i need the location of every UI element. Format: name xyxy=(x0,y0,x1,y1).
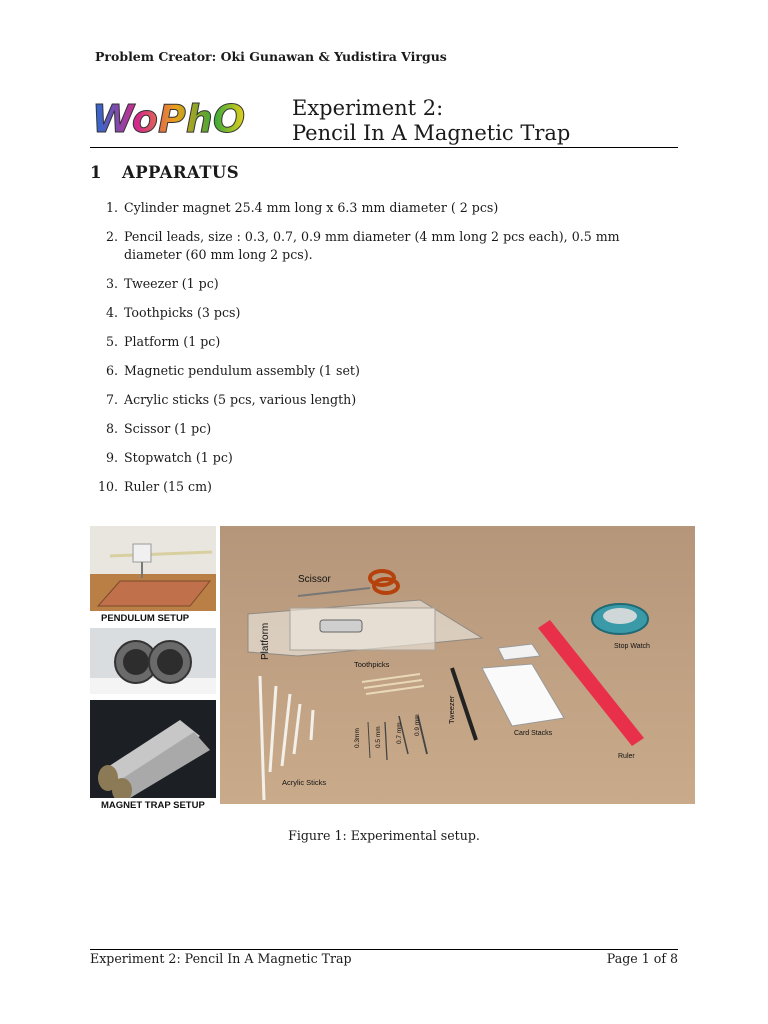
stop-watch-label: Stop Watch xyxy=(614,643,650,650)
apparatus-item-number: 6. xyxy=(105,363,118,378)
page-number: Page 1 of 8 xyxy=(606,951,678,966)
apparatus-item-number: 7. xyxy=(105,392,118,407)
apparatus-item-text: Scissor (1 pc) xyxy=(124,421,212,436)
magnet-trap-setup-caption: MAGNET TRAP SETUP xyxy=(101,800,205,811)
apparatus-item xyxy=(90,275,680,293)
section-title: APPARATUS xyxy=(122,163,240,182)
apparatus-item xyxy=(90,478,680,496)
apparatus-item-number: 2. xyxy=(105,229,118,244)
apparatus-item xyxy=(90,420,680,438)
apparatus-item-text: Platform (1 pc) xyxy=(124,334,221,349)
apparatus-item xyxy=(90,333,680,351)
figure-caption: Figure 1: Experimental setup. xyxy=(288,828,480,843)
apparatus-item-text: Acrylic sticks (5 pcs, various length) xyxy=(124,392,357,407)
lead-0-9-label: 0.9 mm xyxy=(414,714,421,736)
apparatus-item-number: 1. xyxy=(105,200,118,215)
card-stacks-label: Card Stacks xyxy=(514,730,553,737)
header-rule xyxy=(90,147,678,148)
apparatus-item-text: Stopwatch (1 pc) xyxy=(124,450,233,465)
lead-0-5-label: 0.5 mm xyxy=(375,726,382,748)
apparatus-item-number: 8. xyxy=(105,421,118,436)
scissor-label: Scissor xyxy=(298,574,331,585)
magnet-trap-photo xyxy=(90,700,216,798)
experiment-title xyxy=(292,96,570,146)
apparatus-item-number: 3. xyxy=(105,276,118,291)
apparatus-item-number: 5. xyxy=(105,334,118,349)
footer-title: Experiment 2: Pencil In A Magnetic Trap xyxy=(90,951,352,966)
problem-creator: Problem Creator: Oki Gunawan & Yudistira Virgus xyxy=(95,49,447,64)
title-line-2: Pencil In A Magnetic Trap xyxy=(292,121,571,145)
lead-0-7-label: 0.7 mm xyxy=(396,722,403,744)
acrylic-sticks-label: Acrylic Sticks xyxy=(282,778,327,787)
apparatus-item-number: 4. xyxy=(105,305,118,320)
wopho-logo xyxy=(90,96,250,140)
apparatus-item-text: Ruler (15 cm) xyxy=(124,479,212,494)
apparatus-item xyxy=(90,449,680,467)
apparatus-item-text: Toothpicks (3 pcs) xyxy=(124,305,241,320)
toothpicks-label: Toothpicks xyxy=(354,660,390,669)
apparatus-item-text: Pencil leads, size : 0.3, 0.7, 0.9 mm diameter (4 mm long 2 pcs each), 0.5 mm diameter (60 mm long 2 pcs). xyxy=(124,229,620,262)
svg-text:WoPhO: WoPhO xyxy=(92,97,246,140)
apparatus-item-number: 9. xyxy=(105,450,118,465)
apparatus-item xyxy=(90,362,680,380)
apparatus-list xyxy=(90,199,680,507)
pendulum-setup-caption: PENDULUM SETUP xyxy=(101,613,190,624)
apparatus-item xyxy=(90,199,680,217)
apparatus-item-text: Tweezer (1 pc) xyxy=(124,276,219,291)
apparatus-item xyxy=(90,304,680,322)
footer-rule xyxy=(90,949,678,950)
apparatus-item-text: Magnetic pendulum assembly (1 set) xyxy=(124,363,360,378)
platform-label: Platform xyxy=(260,622,271,660)
section-number: 1 xyxy=(90,163,102,182)
section-heading xyxy=(90,163,239,182)
magnet-end-photo xyxy=(90,628,216,694)
apparatus-item-number: 10. xyxy=(97,479,118,494)
tweezer-label: Tweezer xyxy=(447,695,456,724)
ruler-label: Ruler xyxy=(618,753,635,760)
lead-0-3-label: 0.3mm xyxy=(354,728,361,748)
experimental-setup-photo xyxy=(220,526,695,804)
apparatus-item xyxy=(90,228,680,264)
pendulum-photo xyxy=(90,526,216,611)
apparatus-item-text: Cylinder magnet 25.4 mm long x 6.3 mm diameter ( 2 pcs) xyxy=(124,200,499,215)
apparatus-item xyxy=(90,391,680,409)
title-line-1: Experiment 2: xyxy=(292,96,444,120)
